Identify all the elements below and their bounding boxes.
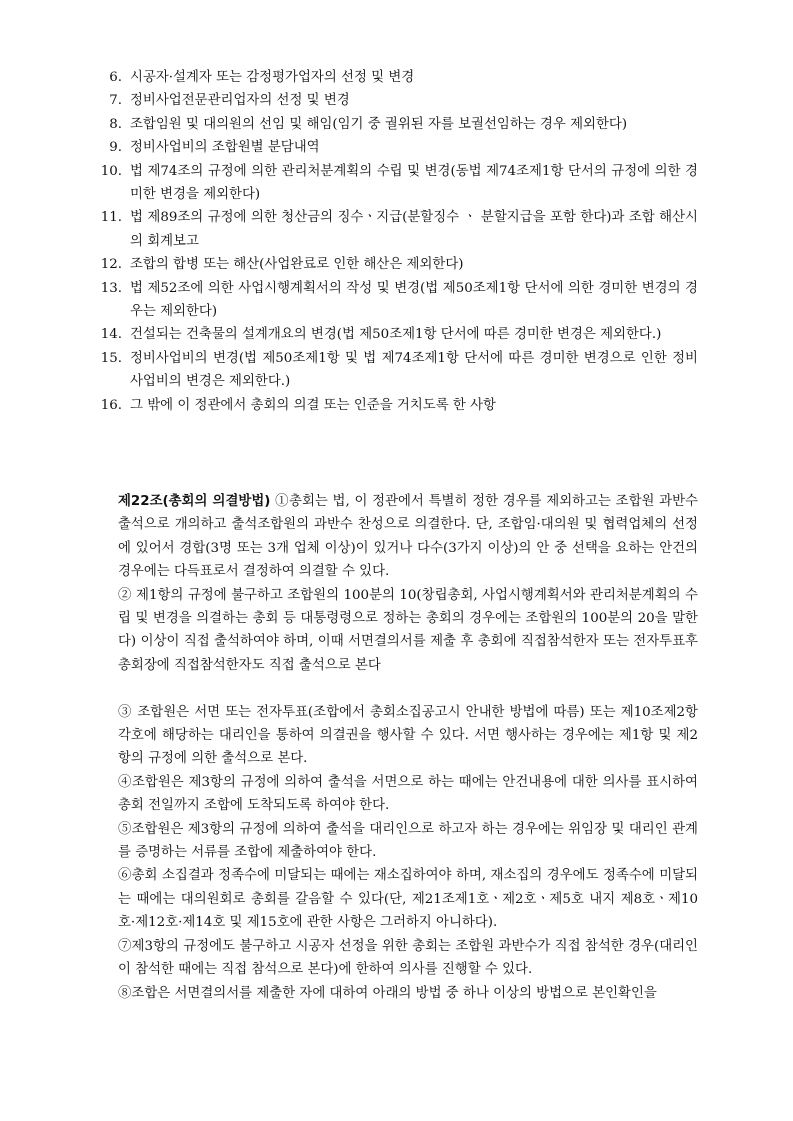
article-paragraph-3: ③ 조합원은 서면 또는 전자투표(조합에서 총회소집공고시 안내한 방법에 따름) 또는 제10조제2항 각호에 해당하는 대리인을 통하여 의결권을 행사할 수 있다. 서면 행사하는 경우에는 제1항 및 제2항의 규정에 의한 출석으로 본다. [118, 704, 698, 767]
list-item-number: 6. [109, 70, 122, 85]
paragraph-text: ①총회는 법, 이 정관에서 특별히 정한 경우를 제외하고는 조합원 과반수 출석으로 개의하고 출석조합원의 과반수 찬성으로 의결한다. 단, 조합임·대의원 및 협력업체의 선정에 있어서 경합(3명 또는 3개 업체 이상)이 있거나 다수(3가지 이상)의 안 중 선택을 요하는 안건의 경우에는 다득표로서 결정하여 의결할 수 있다. [118, 494, 698, 580]
article-paragraph-7: ⑦제3항의 규정에도 불구하고 시공자 선정을 위한 총회는 조합원 과반수가 직접 참석한 경우(대리인이 참석한 때에는 직접 참석으로 본다)에 한하여 의사를 진행할 수 있다. [118, 938, 698, 978]
list-item [100, 206, 698, 253]
article-22 [118, 490, 698, 1005]
list-item-text: 정비사업비의 변경(법 제50조제1항 및 법 제74조제1항 단서에 따른 경미한 변경으로 인한 정비사업비의 변경은 제외한다.) [130, 350, 698, 390]
list-item-number: 11. [100, 210, 122, 226]
article-paragraph-1 [118, 490, 698, 584]
list-item-text: 조합임원 및 대의원의 선임 및 해임(임기 중 궐위된 자를 보궐선임하는 경우 제외한다) [130, 116, 628, 132]
list-item-text: 정비사업비의 조합원별 분담내역 [130, 140, 320, 156]
list-item-text: 법 제89조의 규정에 의한 청산금의 징수ㆍ지급(분할징수 ㆍ 분할지급을 포함 한다)과 조합 해산시의 회계보고 [130, 210, 698, 249]
list-item [109, 89, 698, 112]
article-paragraph-6: ⑥총회 소집결과 정족수에 미달되는 때에는 재소집하여야 하며, 재소집의 경우에도 정족수에 미달되는 때에는 대의원회로 총회를 갈음할 수 있다(단, 제21조제1호ㆍ제2호ㆍ제5호 내지 제8호ㆍ제10호·제12호·제14호 및 제15호에 관한 사항은 그러하지 아니하다). [118, 868, 698, 931]
agenda-list [100, 66, 698, 417]
list-item-number: 13. [100, 280, 122, 296]
list-item-text: 법 제52조에 의한 사업시행계획서의 작성 및 변경(법 제50조제1항 단서에 의한 경미한 변경의 경우는 제외한다) [130, 280, 698, 320]
paragraph-gap [118, 677, 698, 700]
list-item [109, 136, 698, 159]
article-title: 제22조(총회의 의결방법) [118, 494, 271, 509]
list-item [109, 66, 698, 89]
list-item [100, 394, 698, 417]
list-item-number: 8. [109, 116, 122, 132]
list-item-text: 그 밖에 이 정관에서 총회의 의결 또는 인준을 거치도록 한 사항 [130, 397, 496, 413]
list-item [100, 253, 698, 276]
article-paragraph-4: ④조합원은 제3항의 규정에 의하여 출석을 서면으로 하는 때에는 안건내용에 대한 의사를 표시하여 총회 전일까지 조합에 도착되도록 하여야 한다. [118, 774, 698, 814]
list-item-number: 9. [109, 140, 122, 156]
list-item-number: 14. [100, 327, 122, 343]
list-item-text: 건설되는 건축물의 설계개요의 변경(법 제50조제1항 단서에 따른 경미한 변경은 제외한다.) [130, 327, 662, 343]
list-item [109, 113, 698, 136]
list-item-text: 정비사업전문관리업자의 선정 및 변경 [130, 93, 350, 109]
article-paragraph-2: ② 제1항의 규정에 불구하고 조합원의 100분의 10(창립총회, 사업시행계획서와 관리처분계획의 수립 및 변경을 의결하는 총회 등 대통령령으로 정하는 총회의 경우에는 조합원의 100분의 20을 말한다) 이상이 직접 출석하여야 하며, 이때 서면결의서를 제출 후 총회에 직접참석한자 또는 전자투표후 총회장에 직접참석한자도 직접 출석으로 본다 [118, 587, 698, 673]
article-paragraph-5: ⑤조합원은 제3항의 규정에 의하여 출석을 대리인으로 하고자 하는 경우에는 위임장 및 대리인 관계를 증명하는 서류를 조합에 제출하여야 한다. [118, 821, 698, 861]
list-item [100, 160, 698, 207]
article-paragraph-8: ⑧조합은 서면결의서를 제출한 자에 대하여 아래의 방법 중 하나 이상의 방법으로 본인확인을 [118, 985, 657, 1001]
list-item-number: 10. [100, 163, 122, 179]
list-item [100, 277, 698, 324]
list-item-number: 15. [100, 350, 122, 366]
list-item [100, 323, 698, 346]
list-item-number: 7. [109, 93, 122, 109]
list-item-text: 시공자·설계자 또는 감정평가업자의 선정 및 변경 [130, 70, 415, 85]
list-item-text: 법 제74조의 규정에 의한 관리처분계획의 수립 및 변경(동법 제74조제1항 단서의 규정에 의한 경미한 변경을 제외한다) [130, 163, 698, 203]
list-item-text: 조합의 합병 또는 해산(사업완료로 인한 해산은 제외한다) [130, 257, 464, 273]
list-item-number: 16. [100, 397, 122, 413]
list-item [100, 347, 698, 394]
list-item-number: 12. [100, 257, 122, 273]
